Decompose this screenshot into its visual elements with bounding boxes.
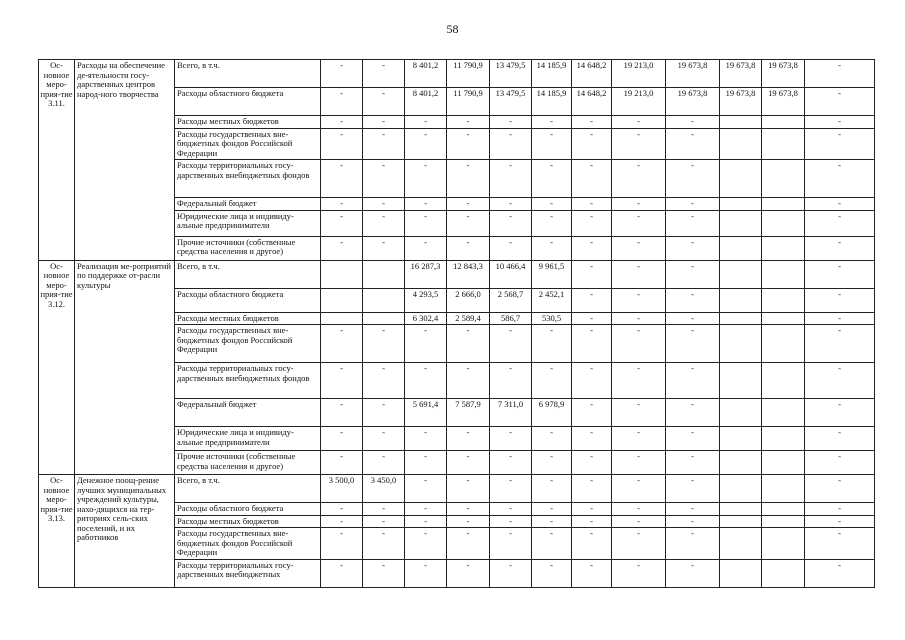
value-cell: - xyxy=(805,451,875,475)
value-cell xyxy=(720,210,762,236)
value-cell: - xyxy=(572,451,612,475)
value-cell: - xyxy=(321,399,363,427)
value-cell: - xyxy=(612,427,666,451)
value-cell xyxy=(720,128,762,160)
value-cell: - xyxy=(666,128,720,160)
funding-source: Расходы территориальных госу-дарственных внебюджетных фондов xyxy=(175,160,321,198)
value-cell: 14 648,2 xyxy=(572,60,612,88)
value-cell: - xyxy=(805,559,875,587)
value-cell: - xyxy=(572,503,612,516)
value-cell: - xyxy=(405,363,447,399)
value-cell: - xyxy=(805,528,875,560)
value-cell: 2 452,1 xyxy=(532,288,572,312)
value-cell: - xyxy=(612,312,666,325)
value-cell xyxy=(720,559,762,587)
value-cell xyxy=(762,451,805,475)
value-cell: - xyxy=(666,515,720,528)
value-cell xyxy=(720,528,762,560)
value-cell: - xyxy=(612,325,666,363)
value-cell: - xyxy=(572,363,612,399)
value-cell: - xyxy=(805,160,875,198)
value-cell: 2 568,7 xyxy=(490,288,532,312)
funding-source: Прочие источники (собственные средства населения и другое) xyxy=(175,236,321,260)
value-cell: - xyxy=(572,260,612,288)
value-cell: - xyxy=(405,116,447,129)
value-cell: 8 401,2 xyxy=(405,88,447,116)
value-cell: - xyxy=(572,312,612,325)
value-cell: - xyxy=(405,236,447,260)
value-cell: 2 589,4 xyxy=(447,312,490,325)
table-row xyxy=(39,475,875,503)
value-cell xyxy=(720,475,762,503)
value-cell: - xyxy=(572,198,612,211)
value-cell: - xyxy=(447,160,490,198)
funding-source: Расходы территориальных госу-дарственных внебюджетных фондов xyxy=(175,363,321,399)
value-cell xyxy=(720,116,762,129)
value-cell: - xyxy=(405,475,447,503)
value-cell: - xyxy=(363,399,405,427)
activity-title: Денежное поощ-рение лучших муниципальных учреждений культуры, нахо-дящихся на тер-риториях сель-ских поселений, и их работников xyxy=(75,475,175,588)
funding-source: Расходы местных бюджетов xyxy=(175,312,321,325)
value-cell: - xyxy=(532,451,572,475)
value-cell: - xyxy=(363,427,405,451)
value-cell: - xyxy=(363,210,405,236)
value-cell: - xyxy=(532,116,572,129)
value-cell: - xyxy=(805,475,875,503)
value-cell: - xyxy=(363,198,405,211)
value-cell: - xyxy=(612,128,666,160)
value-cell: - xyxy=(321,325,363,363)
value-cell: - xyxy=(490,427,532,451)
value-cell xyxy=(762,503,805,516)
value-cell: 19 673,8 xyxy=(720,88,762,116)
value-cell: - xyxy=(490,160,532,198)
value-cell: - xyxy=(612,236,666,260)
value-cell: - xyxy=(532,503,572,516)
value-cell: - xyxy=(405,427,447,451)
value-cell: 12 843,3 xyxy=(447,260,490,288)
value-cell: 3 450,0 xyxy=(363,475,405,503)
value-cell: - xyxy=(405,325,447,363)
value-cell: - xyxy=(490,116,532,129)
value-cell: - xyxy=(532,325,572,363)
value-cell: - xyxy=(447,236,490,260)
activity-title: Реализация ме-роприятий по поддержке от-расли культуры xyxy=(75,260,175,475)
value-cell: - xyxy=(363,559,405,587)
value-cell: 19 673,8 xyxy=(762,60,805,88)
value-cell: - xyxy=(405,515,447,528)
value-cell: - xyxy=(321,427,363,451)
value-cell xyxy=(363,260,405,288)
value-cell: - xyxy=(321,503,363,516)
funding-source: Федеральный бюджет xyxy=(175,399,321,427)
value-cell: - xyxy=(363,515,405,528)
value-cell: 2 666,0 xyxy=(447,288,490,312)
value-cell xyxy=(762,325,805,363)
value-cell xyxy=(321,312,363,325)
funding-source: Юридические лица и индивиду-альные предприниматели xyxy=(175,210,321,236)
value-cell xyxy=(762,475,805,503)
value-cell: - xyxy=(532,210,572,236)
funding-source: Расходы областного бюджета xyxy=(175,88,321,116)
value-cell: - xyxy=(321,528,363,560)
value-cell: - xyxy=(532,528,572,560)
value-cell: - xyxy=(572,528,612,560)
value-cell xyxy=(720,515,762,528)
value-cell xyxy=(762,399,805,427)
value-cell: - xyxy=(363,503,405,516)
value-cell: - xyxy=(532,198,572,211)
value-cell: - xyxy=(666,475,720,503)
value-cell: - xyxy=(666,160,720,198)
value-cell: - xyxy=(612,160,666,198)
value-cell: - xyxy=(666,198,720,211)
value-cell: - xyxy=(405,128,447,160)
value-cell: - xyxy=(805,427,875,451)
value-cell xyxy=(762,210,805,236)
value-cell: - xyxy=(490,451,532,475)
value-cell: - xyxy=(666,260,720,288)
value-cell xyxy=(762,363,805,399)
value-cell: - xyxy=(805,288,875,312)
value-cell xyxy=(720,363,762,399)
value-cell: - xyxy=(572,515,612,528)
value-cell: - xyxy=(405,198,447,211)
value-cell xyxy=(720,288,762,312)
value-cell: - xyxy=(321,198,363,211)
value-cell: - xyxy=(363,325,405,363)
funding-source: Расходы местных бюджетов xyxy=(175,515,321,528)
value-cell: 3 500,0 xyxy=(321,475,363,503)
value-cell: - xyxy=(612,503,666,516)
value-cell: - xyxy=(805,312,875,325)
value-cell: 14 185,9 xyxy=(532,88,572,116)
value-cell: - xyxy=(666,325,720,363)
value-cell: 13 479,5 xyxy=(490,60,532,88)
value-cell: - xyxy=(572,399,612,427)
value-cell: - xyxy=(572,128,612,160)
value-cell xyxy=(720,198,762,211)
value-cell: - xyxy=(666,528,720,560)
value-cell: 16 287,3 xyxy=(405,260,447,288)
value-cell xyxy=(762,515,805,528)
value-cell xyxy=(762,128,805,160)
page-number: 58 xyxy=(446,22,459,36)
value-cell xyxy=(720,312,762,325)
value-cell: - xyxy=(405,160,447,198)
value-cell: - xyxy=(447,116,490,129)
value-cell: - xyxy=(321,515,363,528)
value-cell: - xyxy=(321,236,363,260)
value-cell: - xyxy=(805,363,875,399)
funding-source: Расходы государственных вне-бюджетных фондов Российской Федерации xyxy=(175,128,321,160)
value-cell: - xyxy=(666,312,720,325)
value-cell: - xyxy=(405,559,447,587)
value-cell: - xyxy=(612,399,666,427)
value-cell xyxy=(762,312,805,325)
value-cell: - xyxy=(490,210,532,236)
value-cell: - xyxy=(321,116,363,129)
value-cell: - xyxy=(572,427,612,451)
value-cell xyxy=(762,528,805,560)
value-cell: - xyxy=(572,288,612,312)
value-cell: - xyxy=(490,363,532,399)
value-cell: - xyxy=(666,427,720,451)
value-cell xyxy=(363,312,405,325)
value-cell: - xyxy=(532,515,572,528)
value-cell: - xyxy=(572,116,612,129)
value-cell: - xyxy=(447,451,490,475)
value-cell: - xyxy=(490,515,532,528)
value-cell: - xyxy=(405,528,447,560)
value-cell: - xyxy=(321,128,363,160)
value-cell: 19 213,0 xyxy=(612,60,666,88)
value-cell: - xyxy=(490,528,532,560)
value-cell: - xyxy=(447,325,490,363)
funding-source: Всего, в т.ч. xyxy=(175,260,321,288)
funding-source: Всего, в т.ч. xyxy=(175,60,321,88)
value-cell: - xyxy=(363,88,405,116)
value-cell: 14 185,9 xyxy=(532,60,572,88)
value-cell: - xyxy=(490,503,532,516)
value-cell: - xyxy=(447,475,490,503)
value-cell: - xyxy=(612,210,666,236)
value-cell: - xyxy=(666,503,720,516)
value-cell: - xyxy=(805,210,875,236)
value-cell: - xyxy=(447,363,490,399)
value-cell: 4 293,5 xyxy=(405,288,447,312)
activity-code: Ос-новное меро-прия-тие 3.11. xyxy=(39,60,75,261)
value-cell: 5 691,4 xyxy=(405,399,447,427)
value-cell: - xyxy=(447,198,490,211)
value-cell: - xyxy=(490,198,532,211)
value-cell: 8 401,2 xyxy=(405,60,447,88)
value-cell: - xyxy=(612,288,666,312)
value-cell: - xyxy=(447,503,490,516)
value-cell: 19 673,8 xyxy=(666,60,720,88)
value-cell xyxy=(762,116,805,129)
value-cell: - xyxy=(666,399,720,427)
value-cell: - xyxy=(447,210,490,236)
funding-source: Прочие источники (собственные средства населения и другое) xyxy=(175,451,321,475)
value-cell: - xyxy=(572,160,612,198)
value-cell xyxy=(321,260,363,288)
value-cell: - xyxy=(612,451,666,475)
value-cell: - xyxy=(490,128,532,160)
value-cell: - xyxy=(532,475,572,503)
value-cell: - xyxy=(612,515,666,528)
value-cell: 14 648,2 xyxy=(572,88,612,116)
value-cell: - xyxy=(612,475,666,503)
value-cell: - xyxy=(666,288,720,312)
value-cell: - xyxy=(805,128,875,160)
value-cell: - xyxy=(321,451,363,475)
funding-source: Расходы местных бюджетов xyxy=(175,116,321,129)
value-cell xyxy=(762,288,805,312)
value-cell: - xyxy=(612,116,666,129)
value-cell: - xyxy=(666,210,720,236)
value-cell: 530,5 xyxy=(532,312,572,325)
value-cell: - xyxy=(321,363,363,399)
value-cell: 11 790,9 xyxy=(447,60,490,88)
value-cell xyxy=(720,399,762,427)
value-cell: - xyxy=(572,210,612,236)
value-cell: - xyxy=(666,559,720,587)
funding-source: Всего, в т.ч. xyxy=(175,475,321,503)
value-cell: - xyxy=(805,325,875,363)
budget-table xyxy=(38,59,875,588)
value-cell: - xyxy=(532,363,572,399)
value-cell: - xyxy=(363,60,405,88)
value-cell xyxy=(363,288,405,312)
value-cell: - xyxy=(805,503,875,516)
value-cell xyxy=(720,427,762,451)
value-cell: - xyxy=(490,236,532,260)
value-cell xyxy=(720,260,762,288)
value-cell: - xyxy=(532,160,572,198)
value-cell: - xyxy=(321,160,363,198)
value-cell: 19 673,8 xyxy=(762,88,805,116)
value-cell: 19 673,8 xyxy=(720,60,762,88)
value-cell: - xyxy=(805,60,875,88)
value-cell: - xyxy=(532,128,572,160)
value-cell: - xyxy=(363,128,405,160)
value-cell: - xyxy=(805,236,875,260)
value-cell xyxy=(720,503,762,516)
value-cell: - xyxy=(805,116,875,129)
value-cell: - xyxy=(447,528,490,560)
value-cell: - xyxy=(805,88,875,116)
value-cell: - xyxy=(612,198,666,211)
value-cell: 586,7 xyxy=(490,312,532,325)
value-cell: - xyxy=(490,559,532,587)
value-cell: - xyxy=(447,128,490,160)
value-cell: - xyxy=(405,210,447,236)
value-cell: 10 466,4 xyxy=(490,260,532,288)
value-cell: - xyxy=(363,160,405,198)
value-cell: - xyxy=(490,325,532,363)
value-cell: - xyxy=(612,528,666,560)
value-cell: - xyxy=(572,475,612,503)
value-cell: 11 790,9 xyxy=(447,88,490,116)
value-cell: 6 978,9 xyxy=(532,399,572,427)
value-cell: - xyxy=(532,559,572,587)
funding-source: Расходы областного бюджета xyxy=(175,288,321,312)
value-cell: - xyxy=(363,528,405,560)
value-cell: 7 587,9 xyxy=(447,399,490,427)
value-cell: - xyxy=(572,236,612,260)
value-cell xyxy=(762,198,805,211)
value-cell: 7 311,0 xyxy=(490,399,532,427)
value-cell xyxy=(762,427,805,451)
value-cell xyxy=(762,236,805,260)
funding-source: Расходы государственных вне-бюджетных фондов Российской Федерации xyxy=(175,325,321,363)
value-cell xyxy=(762,260,805,288)
value-cell: - xyxy=(447,559,490,587)
activity-code: Ос-новное меро-прия-тие 3.13. xyxy=(39,475,75,588)
value-cell xyxy=(762,559,805,587)
value-cell: 19 213,0 xyxy=(612,88,666,116)
value-cell: - xyxy=(666,116,720,129)
value-cell: 13 479,5 xyxy=(490,88,532,116)
value-cell: - xyxy=(612,260,666,288)
table-row xyxy=(39,260,875,288)
value-cell: 9 961,5 xyxy=(532,260,572,288)
value-cell: - xyxy=(447,427,490,451)
value-cell: - xyxy=(805,198,875,211)
value-cell: - xyxy=(805,260,875,288)
value-cell xyxy=(720,451,762,475)
value-cell: 19 673,8 xyxy=(666,88,720,116)
funding-source: Юридические лица и индивиду-альные предприниматели xyxy=(175,427,321,451)
value-cell: - xyxy=(490,475,532,503)
value-cell: - xyxy=(363,236,405,260)
value-cell: - xyxy=(572,559,612,587)
value-cell: - xyxy=(321,88,363,116)
value-cell xyxy=(321,288,363,312)
activity-code: Ос-новное меро-прия-тие 3.12. xyxy=(39,260,75,475)
value-cell: - xyxy=(363,363,405,399)
value-cell: - xyxy=(321,210,363,236)
activity-title: Расходы на обеспечение де-ятельности госу-дарственных центров народ-ного творчества xyxy=(75,60,175,261)
value-cell: - xyxy=(805,515,875,528)
value-cell: - xyxy=(532,427,572,451)
value-cell: - xyxy=(805,399,875,427)
value-cell: - xyxy=(363,451,405,475)
value-cell: - xyxy=(612,363,666,399)
value-cell xyxy=(720,325,762,363)
funding-source: Расходы государственных вне-бюджетных фондов Российской Федерации xyxy=(175,528,321,560)
value-cell: - xyxy=(666,363,720,399)
value-cell: - xyxy=(532,236,572,260)
value-cell: - xyxy=(612,559,666,587)
value-cell: - xyxy=(666,236,720,260)
value-cell xyxy=(762,160,805,198)
funding-source: Расходы территориальных госу-дарственных внебюджетных xyxy=(175,559,321,587)
value-cell: - xyxy=(447,515,490,528)
funding-source: Федеральный бюджет xyxy=(175,198,321,211)
table-body xyxy=(39,60,875,588)
value-cell: - xyxy=(321,60,363,88)
value-cell xyxy=(720,160,762,198)
value-cell: 6 302,4 xyxy=(405,312,447,325)
table-row xyxy=(39,60,875,88)
funding-source: Расходы областного бюджета xyxy=(175,503,321,516)
value-cell: - xyxy=(666,451,720,475)
value-cell: - xyxy=(363,116,405,129)
value-cell: - xyxy=(405,503,447,516)
value-cell: - xyxy=(405,451,447,475)
value-cell: - xyxy=(321,559,363,587)
value-cell xyxy=(720,236,762,260)
value-cell: - xyxy=(572,325,612,363)
